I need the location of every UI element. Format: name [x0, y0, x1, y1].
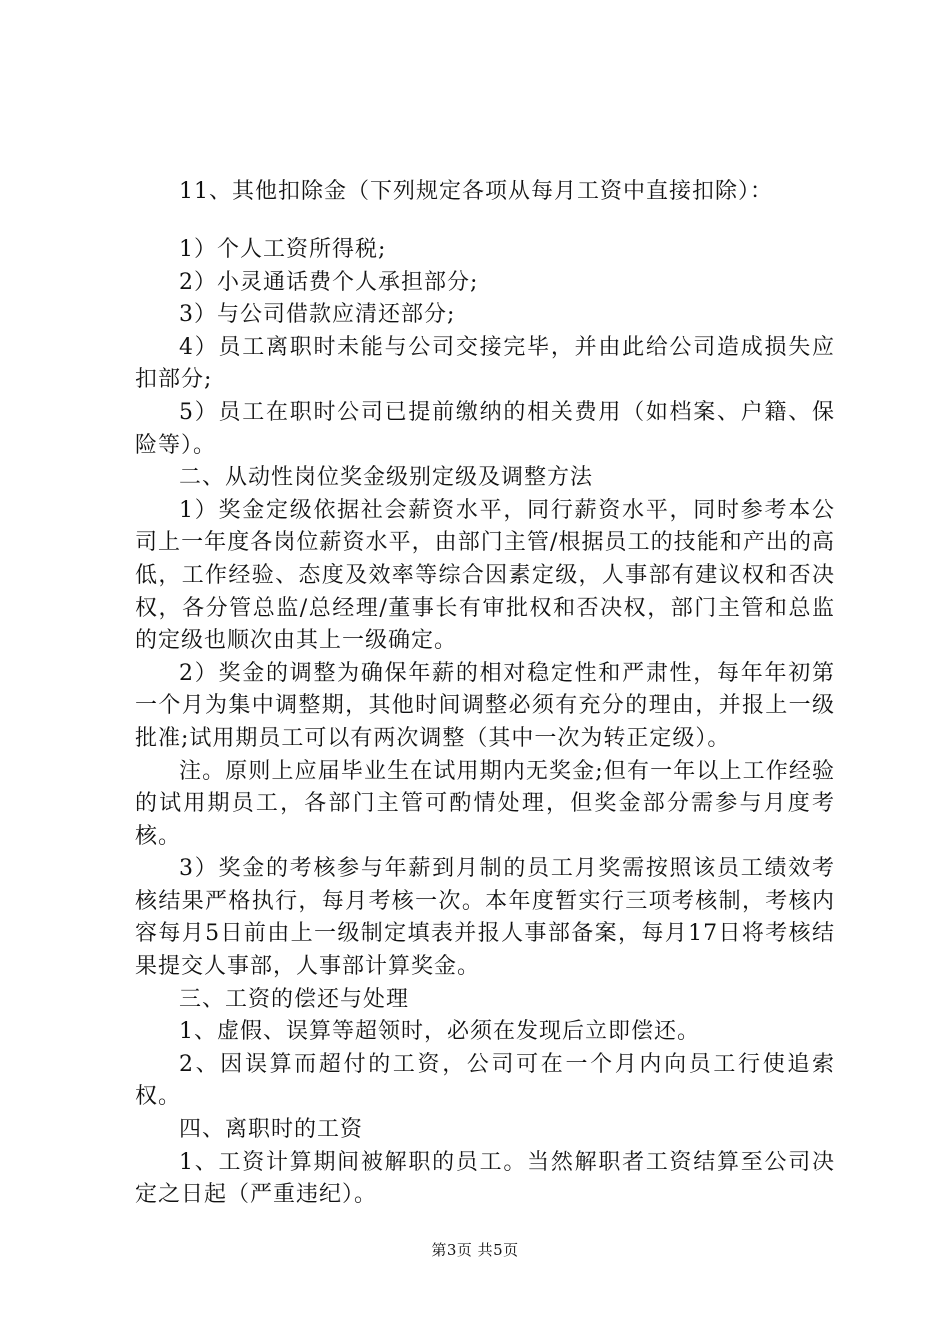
paragraph-1: 1）个人工资所得税;: [179, 237, 387, 262]
paragraph-2: 2）小灵通话费个人承担部分;: [179, 269, 479, 295]
section-heading-4: 四、离职时的工资: [179, 1117, 364, 1143]
document-body: [135, 176, 835, 1212]
section-heading-2: 二、从动性岗位奖金级别定级及调整方法: [179, 465, 594, 491]
paragraph-6: 1）奖金定级依据社会薪资水平，同行薪资水平，同时参考本公司上一年度各岗位薪资水平，由部门主管/根据员工的技能和产出的高低，工作经验、态度及效率等综合因素定级，人事部有建议权和否决权，各分管总监/总经理/董事长有审批权和否决权，部门主管和总监的定级也顺次由其上一级确定。: [135, 497, 835, 654]
paragraph-4: 4）员工离职时未能与公司交接完毕，并由此给公司造成损失应扣部分;: [135, 334, 835, 393]
section-heading-11: 11、其他扣除金（下列规定各项从每月工资中直接扣除）：: [179, 179, 773, 204]
page-number-footer: 第3页 共5页: [431, 1241, 519, 1259]
paragraph-9: 1、虚假、误算等超领时，必须在发现后立即偿还。: [179, 1019, 700, 1045]
paragraph-5: 5）员工在职时公司已提前缴纳的相关费用（如档案、户籍、保险等）。: [135, 399, 835, 458]
paragraph-7: 2）奖金的调整为确保年薪的相对稳定性和严肃性，每年年初第一个月为集中调整期，其他时间调整必须有充分的理由，并报上一级批准;试用期员工可以有两次调整（其中一次为转正定级）。: [135, 660, 835, 751]
paragraph-note: 注。原则上应届毕业生在试用期内无奖金;但有一年以上工作经验的试用期员工，各部门主管可酌情处理，但奖金部分需参与月度考核。: [135, 758, 835, 849]
paragraph-3: 3）与公司借款应清还部分;: [179, 302, 456, 328]
paragraph-10: 2、因误算而超付的工资，公司可在一个月内向员工行使追索权。: [135, 1051, 835, 1110]
paragraph-8: 3）奖金的考核参与年薪到月制的员工月奖需按照该员工绩效考核结果严格执行，每月考核一次。本年度暂实行三项考核制，考核内容每月5日前由上一级制定填表并报人事部备案，每月17日将考核结果提交人事部，人事部计算奖金。: [135, 856, 835, 980]
section-heading-3: 三、工资的偿还与处理: [179, 986, 410, 1012]
paragraph-11: 1、工资计算期间被解职的员工。当然解职者工资结算至公司决定之日起（严重违纪）。: [135, 1149, 835, 1208]
